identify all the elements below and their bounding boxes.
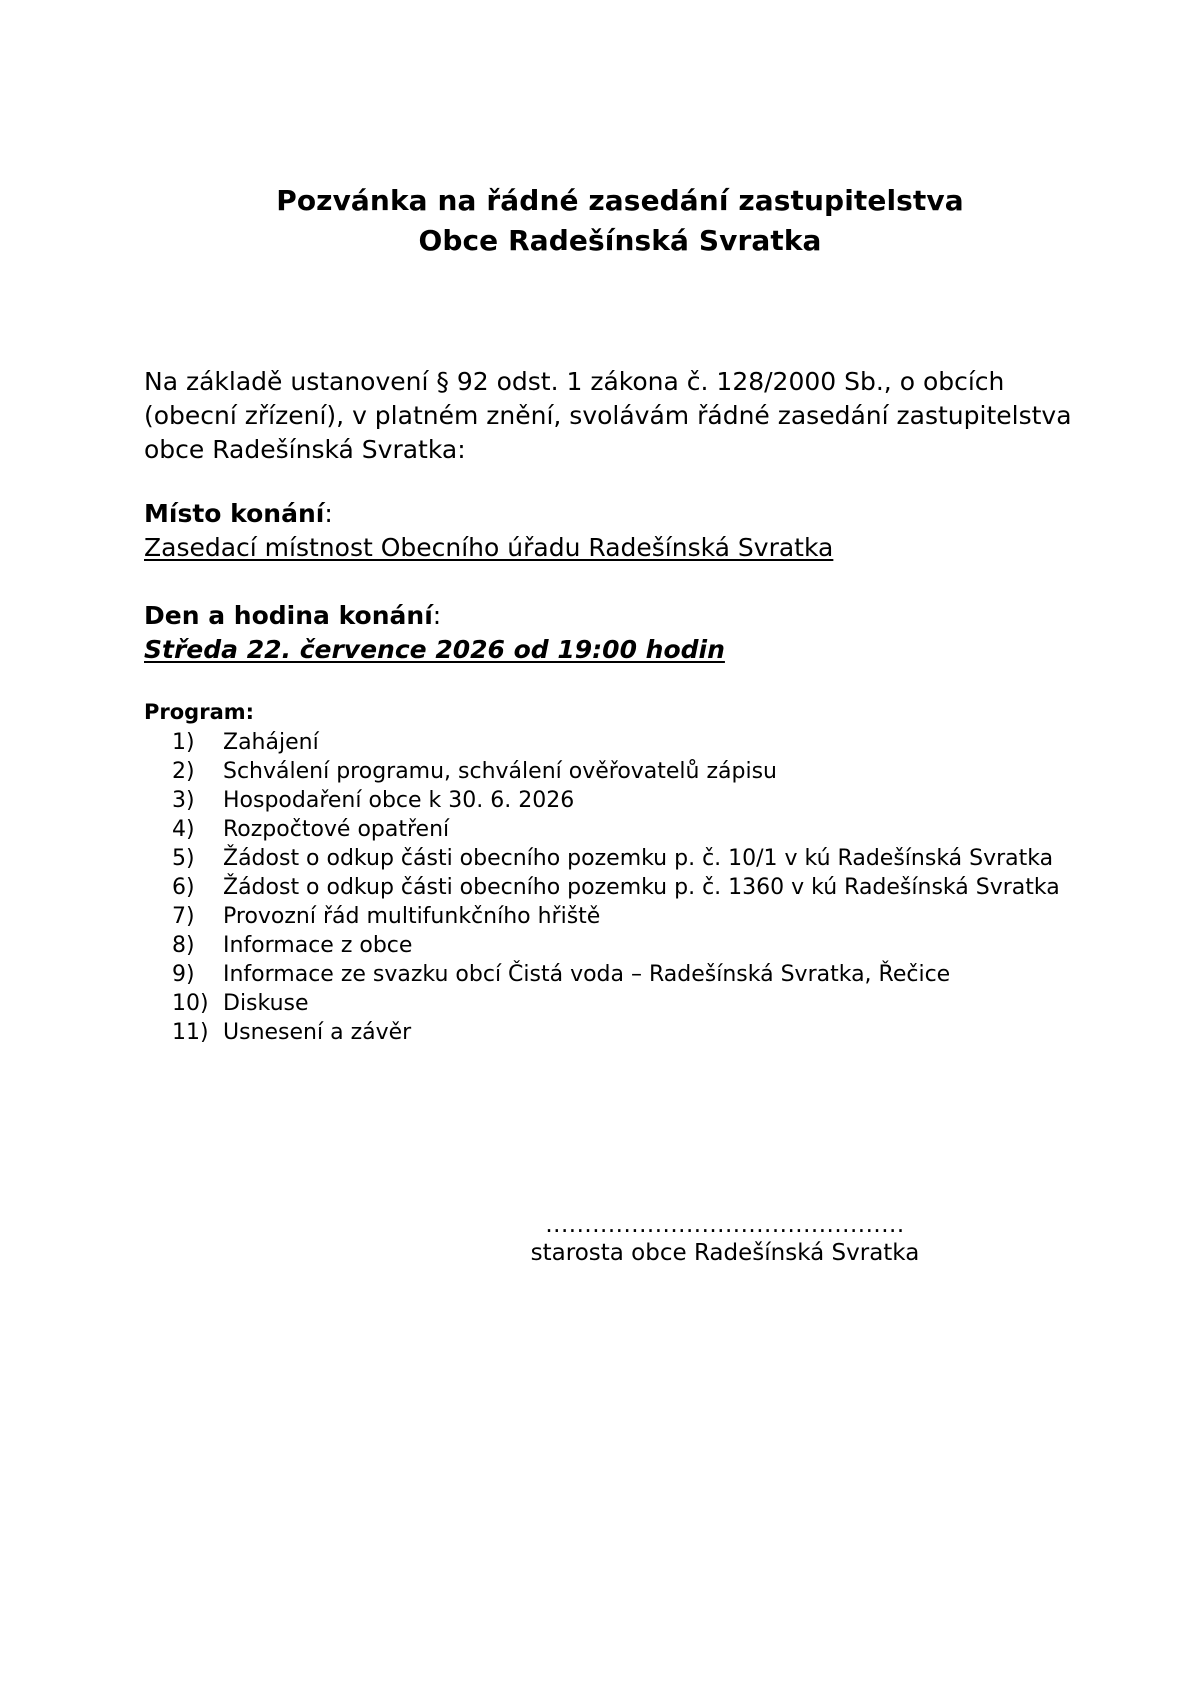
signature-line: .............................................. (545, 1212, 905, 1238)
program-item-number: 7) (172, 904, 195, 929)
program-item (172, 873, 1060, 902)
program-item (172, 844, 1060, 873)
program-item-text: Usnesení a závěr (223, 1020, 412, 1045)
program-item-number: 1) (172, 730, 195, 755)
program-item-text: Diskuse (223, 991, 309, 1016)
program-item (172, 989, 1060, 1018)
program-item-text: Schválení programu, schválení ověřovatelů zápisu (223, 759, 777, 784)
program-item-text: Informace z obce (223, 933, 413, 958)
program-item-text: Rozpočtové opatření (223, 817, 450, 842)
datetime-value: Středa 22. července 2026 od 19:00 hodin (144, 635, 725, 664)
program-item (172, 960, 1060, 989)
program-item-number: 8) (172, 933, 195, 958)
document-title: Pozvánka na řádné zasedání zastupitelstva (276, 184, 964, 217)
program-item-number: 4) (172, 817, 195, 842)
program-item-text: Hospodaření obce k 30. 6. 2026 (223, 788, 575, 813)
program-item-text: Zahájení (223, 730, 319, 755)
venue-label (144, 499, 333, 528)
program-item (172, 786, 1060, 815)
program-item-text: Informace ze svazku obcí Čistá voda – Radešínská Svratka, Řečice (223, 962, 951, 987)
datetime-label-text: Den a hodina konání (144, 601, 433, 630)
program-item-text: Žádost o odkup části obecního pozemku p. č. 1360 v kú Radešínská Svratka (223, 875, 1060, 900)
program-list (172, 728, 1060, 1047)
program-item (172, 1018, 1060, 1047)
program-item-number: 3) (172, 788, 195, 813)
program-item-number: 2) (172, 759, 195, 784)
signature-role: starosta obce Radešínská Svratka (530, 1240, 920, 1266)
program-item-number: 10) (172, 991, 209, 1016)
intro-line: obce Radešínská Svratka: (144, 435, 466, 464)
intro-line: Na základě ustanovení § 92 odst. 1 zákona č. 128/2000 Sb., o obcích (144, 367, 1005, 396)
datetime-label-colon: : (432, 601, 442, 630)
program-item (172, 902, 1060, 931)
venue-label-colon: : (324, 499, 333, 528)
program-item-number: 6) (172, 875, 195, 900)
program-item-text: Provozní řád multifunkčního hřiště (223, 904, 601, 929)
program-heading: Program: (144, 700, 255, 724)
venue-label-text: Místo konání (144, 499, 325, 528)
program-item-number: 11) (172, 1020, 209, 1045)
intro-line: (obecní zřízení), v platném znění, svolávám řádné zasedání zastupitelstva (144, 401, 1072, 430)
program-item-number: 9) (172, 962, 195, 987)
document-subtitle: Obce Radešínská Svratka (418, 224, 822, 257)
program-item-text: Žádost o odkup části obecního pozemku p. č. 10/1 v kú Radešínská Svratka (223, 846, 1054, 871)
program-item (172, 815, 1060, 844)
program-item (172, 931, 1060, 960)
venue-value: Zasedací místnost Obecního úřadu Radešínská Svratka (144, 533, 834, 562)
program-item-number: 5) (172, 846, 195, 871)
intro-paragraph (144, 365, 1074, 467)
program-item (172, 757, 1060, 786)
datetime-label (144, 601, 441, 630)
program-item (172, 728, 1060, 757)
